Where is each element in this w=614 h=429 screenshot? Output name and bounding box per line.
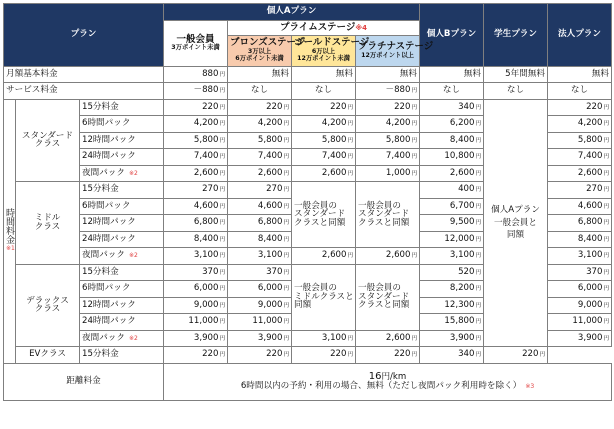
student-header: 学生プラン [484,4,548,67]
standard-15min-label: 15分料金 [80,99,164,116]
basic-fee-general: 880円 [164,66,228,83]
table-row [4,99,612,116]
general-member-label: 一般会員 [176,33,215,45]
prime-stage-label: プライムステージ [279,21,356,33]
basic-fee-platinum: 無料 [356,66,420,83]
standard-15min-bronze: 220円 [228,99,292,116]
plan-header: プラン [4,4,164,67]
general-member-header [164,20,228,66]
service-fee-individual-b: なし [420,83,484,100]
distance-fee-label: 距離料金 [4,363,164,400]
table-row: 24時間パック 11,000円 11,000円 15,800円 11,000円 [4,314,612,331]
bronze-label: ブロンズステージ [230,37,306,49]
basic-fee-bronze: 無料 [228,66,292,83]
student-merged-cell: 個人Aプラン 一般会員と 同額 [484,99,548,347]
basic-fee-student: 5年間無料 [484,66,548,83]
bronze-sub1: 3万以上 [247,48,272,56]
table-row: デラックス クラス 15分料金 370円 370円 一般会員の ミドルクラスと 同額 一般会員の スタンダード クラスと同額 520円 370円 [4,264,612,281]
platinum-sub: 12万ポイント以上 [361,51,414,59]
distance-fee-desc: 6時間以内の予約・利用の場合、無料（ただし夜間パック利用時を除く） [240,381,522,392]
basic-fee-row [4,66,612,83]
standard-15min-platinum: 220円 [356,99,420,116]
service-fee-general: －880円 [164,83,228,100]
bronze-stage-header [228,35,306,66]
bronze-sub2: 6万ポイント未満 [235,55,284,63]
service-fee-gold: なし [292,83,356,100]
service-fee-corporate: なし [548,83,612,100]
standard-night-label: 夜間パック ※2 [80,165,164,182]
service-fee-bronze: なし [228,83,292,100]
platinum-label: プラチナステージ [358,41,434,53]
service-fee-label: サービス料金 [4,83,164,100]
basic-fee-corporate: 無料 [548,66,612,83]
service-fee-row [4,83,612,100]
distance-fee-note: ※3 [525,383,535,391]
deluxe-class-label: デラックス クラス [16,264,80,347]
distance-fee-value [164,363,612,400]
ev-class-row: EVクラス 15分料金 220円 220円 220円 220円 340円 220円 [4,347,612,364]
table-row: 夜間パック ※2 2,600円 2,600円 2,600円 1,000円 2,600円 2,600円 [4,165,612,182]
service-fee-platinum: －880円 [356,83,420,100]
middle-class-label: ミドル クラス [16,182,80,265]
table-row: 12時間パック 9,000円 9,000円 12,300円 9,000円 [4,297,612,314]
basic-fee-individual-b: 無料 [420,66,484,83]
general-member-sub: 3万ポイント未満 [171,44,220,52]
basic-fee-gold: 無料 [292,66,356,83]
time-fee-label: 時 間 料 金 ※1 [4,99,16,363]
ev-15min-label: 15分料金 [80,347,164,364]
gold-sub2: 12万ポイント未満 [297,55,350,63]
standard-15min-gold: 220円 [292,99,356,116]
deluxe-platinum-same-note: 一般会員の スタンダード クラスと同額 [356,264,420,330]
basic-fee-label: 月額基本料金 [4,66,164,83]
table-row: 24時間パック 8,400円 8,400円 12,000円 8,400円 [4,231,612,248]
individual-b-header: 個人Bプラン [420,4,484,67]
ev-class-label: EVクラス [16,347,80,364]
table-row: 6時間パック 4,600円 4,600円 6,700円 4,600円 [4,198,612,215]
service-fee-student: なし [484,83,548,100]
table-row: 夜間パック ※2 3,900円 3,900円 3,100円 2,600円 3,900円 3,900円 [4,330,612,347]
standard-24h-label: 24時間パック [80,149,164,166]
table-row: 6時間パック 6,000円 6,000円 8,200円 6,000円 [4,281,612,298]
time-fee-note: ※1 [6,245,15,252]
table-row: 12時間パック 5,800円 5,800円 5,800円 5,800円 8,400円 5,800円 [4,132,612,149]
price-table [3,3,612,401]
prime-stage-note: ※4 [355,23,368,32]
table-row: 夜間パック ※2 3,100円 3,100円 2,600円 2,600円 3,100円 3,100円 [4,248,612,265]
table-row: 6時間パック 4,200円 4,200円 4,200円 4,200円 6,200円 4,200円 [4,116,612,133]
table-row: ミドル クラス 15分料金 270円 270円 一般会員の スタンダード クラスと同額 一般会員の スタンダード クラスと同額 400円 270円 [4,182,612,199]
table-row: 24時間パック 7,400円 7,400円 7,400円 7,400円 10,800円 7,400円 [4,149,612,166]
middle-gold-same-note: 一般会員の スタンダード クラスと同額 [292,182,356,248]
gold-stage-header [292,35,370,66]
distance-fee-row [4,363,612,400]
distance-fee-unit: 円/km [381,372,407,383]
standard-15min-general: 220円 [164,99,228,116]
corporate-header: 法人プラン [548,4,612,67]
standard-6h-label: 6時間パック [80,116,164,133]
distance-fee-price: 16 [368,371,382,383]
standard-15min-individual-b: 340円 [420,99,484,116]
standard-12h-label: 12時間パック [80,132,164,149]
standard-15min-corporate: 220円 [548,99,612,116]
individual-a-header: 個人Aプラン [164,4,420,21]
deluxe-gold-same-note: 一般会員の ミドルクラスと 同額 [292,264,356,330]
gold-sub1: 6万以上 [311,48,336,56]
prime-stage-header [228,20,420,35]
table-row: 12時間パック 6,800円 6,800円 9,500円 6,800円 [4,215,612,232]
middle-platinum-same-note: 一般会員の スタンダード クラスと同額 [356,182,420,248]
standard-class-label: スタンダード クラス [16,99,80,182]
gold-label: ゴールドステージ [294,37,370,49]
